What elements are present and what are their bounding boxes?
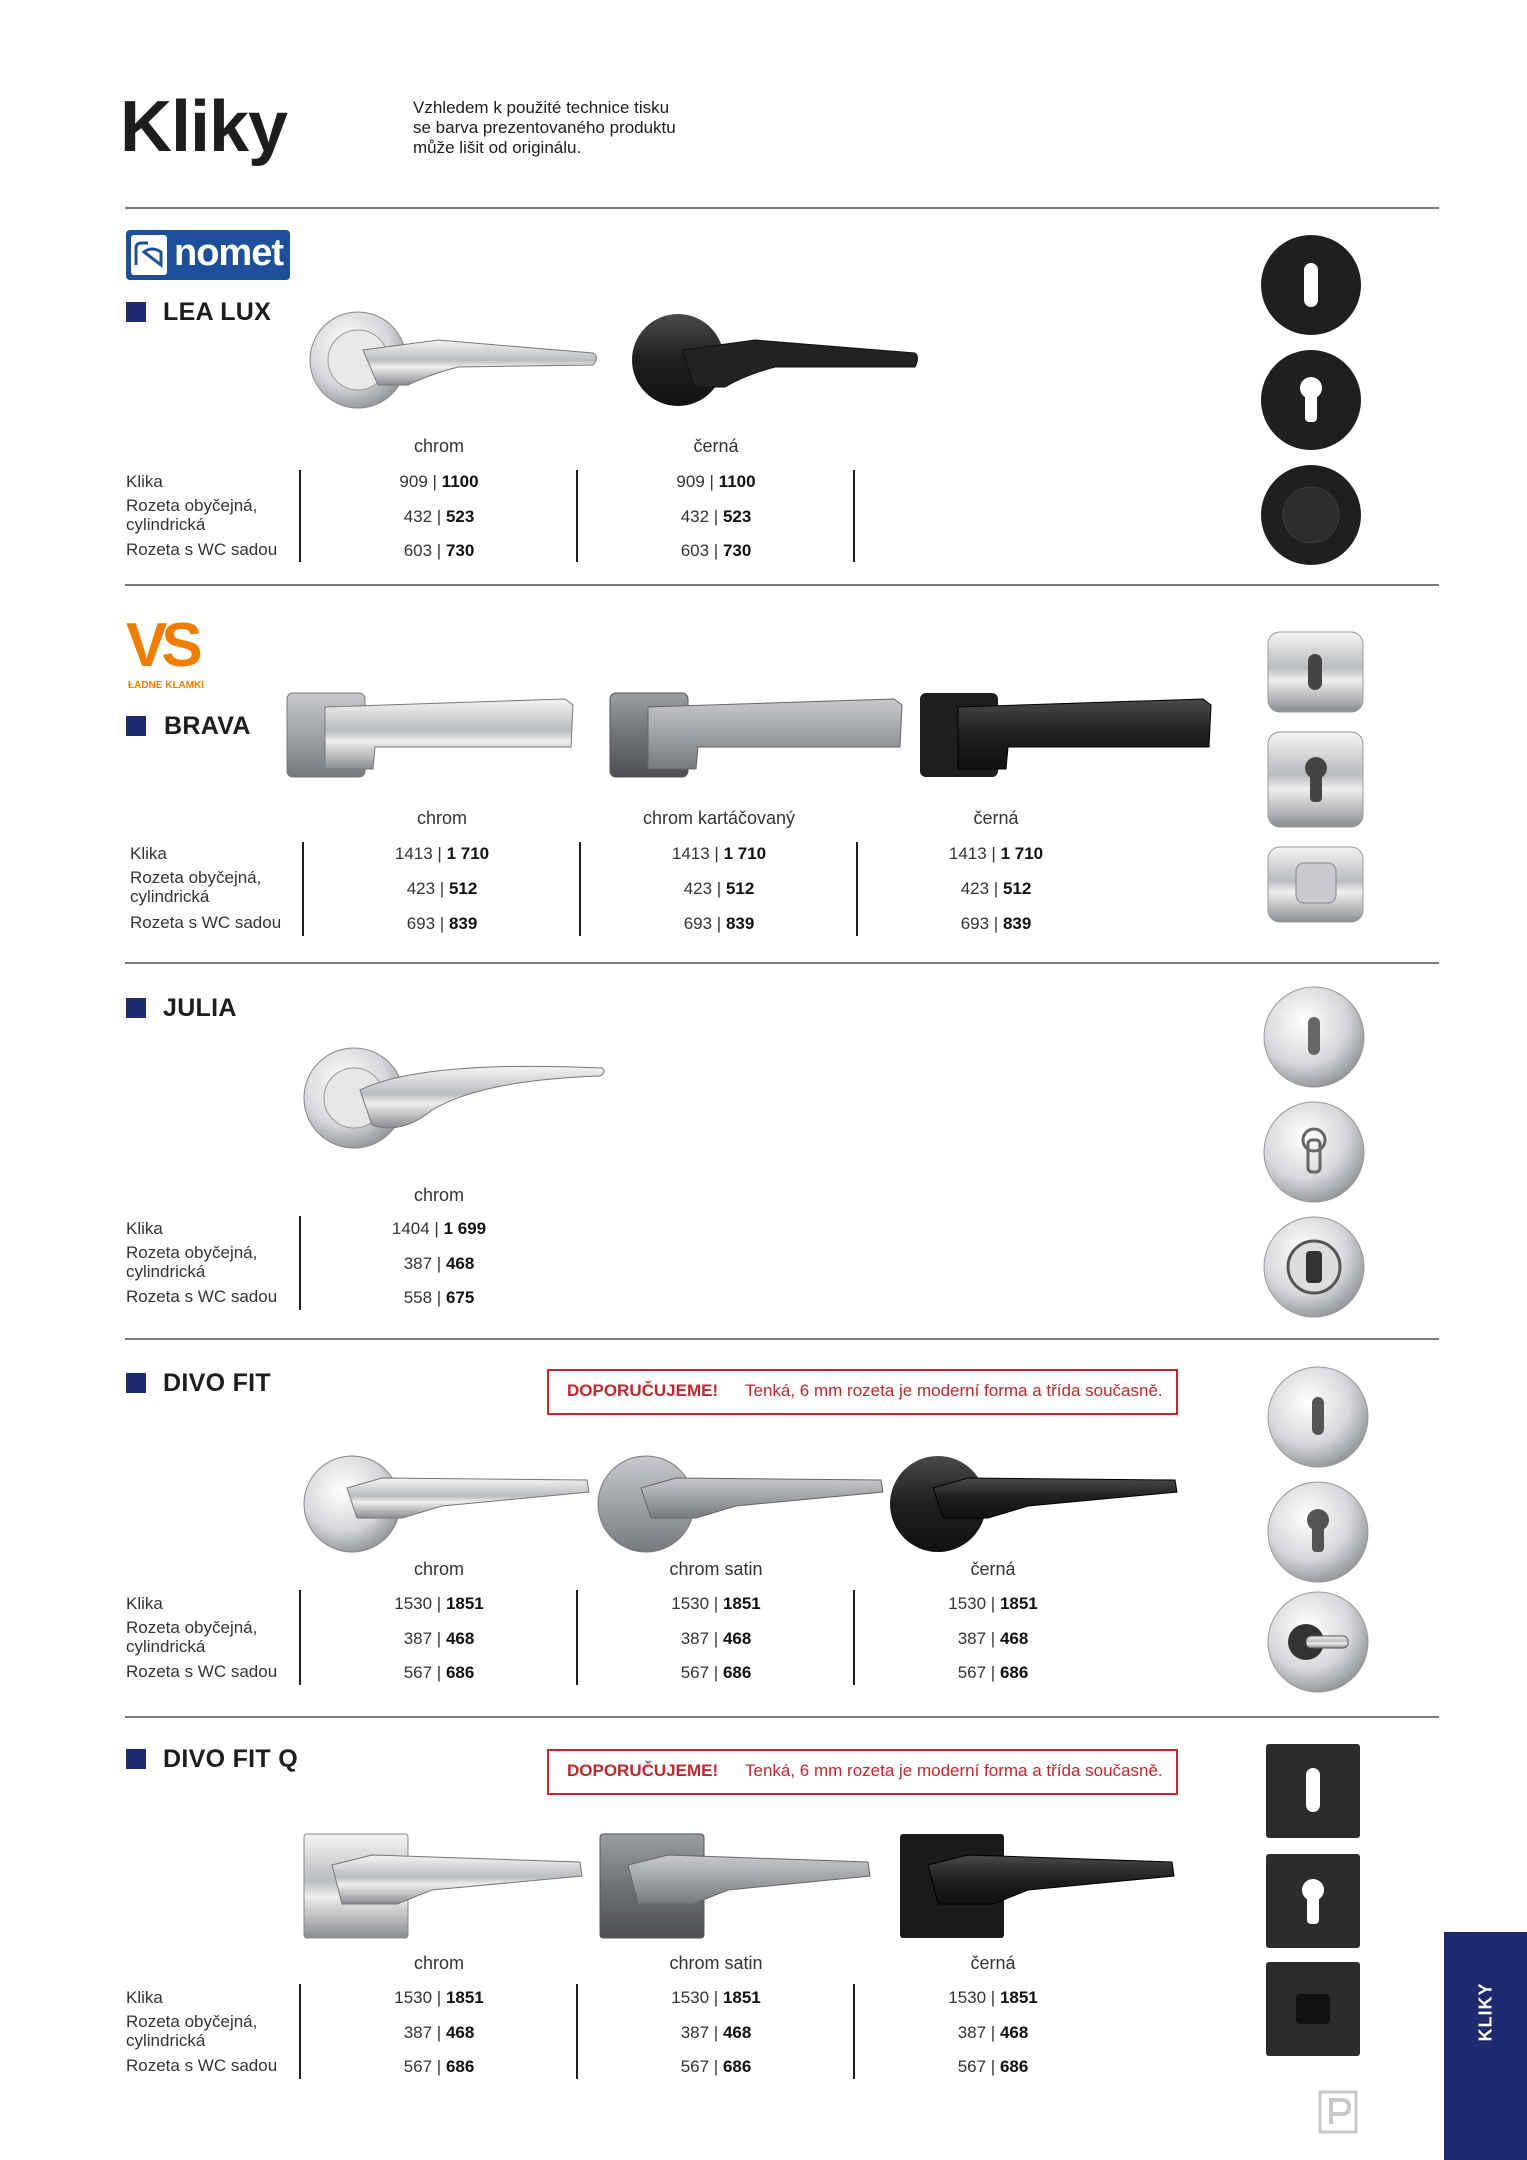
column-divider [299,470,301,562]
door-handle-icon [608,685,904,785]
notice-line: může lišit od originálu. [413,138,582,157]
divider [125,1716,1439,1718]
price-cell: 567 | 686 [680,2057,752,2076]
door-handle-icon [596,1448,886,1560]
section-title: BRAVA [164,712,251,740]
keyhole-rosette-icon [1266,630,1366,715]
cylinder-rosette-icon [1258,350,1364,450]
divider [125,584,1439,586]
row-label: Klika [130,844,167,863]
column-divider [579,842,581,936]
row-label: Rozeta obyčejná, [126,1243,258,1262]
cylinder-rosette-icon [1266,730,1366,830]
price-cell: 1530 | 1851 [394,1988,484,2007]
keyhole-rosette-icon [1258,235,1364,335]
price-cell: 1404 | 1 699 [391,1219,487,1238]
section-marker [126,1749,146,1769]
door-handle-icon [302,1830,584,1942]
price-cell: 1530 | 1851 [671,1594,761,1613]
price-cell: 423 | 512 [406,879,478,898]
door-handle-icon [308,305,608,415]
price-cell: 567 | 686 [403,2057,475,2076]
price-cell: 603 | 730 [403,541,475,560]
cylinder-rosette-icon [1264,1852,1362,1950]
variant-label: černá [970,1953,1016,1973]
variant-label: černá [970,1559,1016,1579]
price-cell: 603 | 730 [680,541,752,560]
price-cell: 1530 | 1851 [394,1594,484,1613]
divider [125,1338,1439,1340]
variant-label: chrom kartáčovaný [642,808,796,828]
column-divider [299,1984,301,2079]
variant-label: chrom [413,436,464,456]
nomet-logo-text: nomet [174,232,283,274]
row-label: cylindrická [130,887,210,906]
column-divider [853,1984,855,2079]
price-cell: 387 | 468 [957,1629,1029,1648]
door-handle-icon [630,305,920,415]
vs-logo [126,611,236,693]
door-handle-icon [888,1448,1180,1560]
row-label: Rozeta obyčejná, [126,2012,258,2031]
recommendation-label: DOPORUČUJEME! [567,1381,719,1400]
row-label: Rozeta s WC sadou [126,1287,278,1306]
variant-label: chrom satin [669,1559,763,1579]
cylinder-rosette-icon [1262,1100,1366,1204]
price-cell: 693 | 839 [960,914,1032,933]
chapter-tab [1444,1932,1527,2160]
price-cell: 693 | 839 [683,914,755,933]
page-title: Kliky [120,87,288,167]
section-marker [126,1373,146,1393]
keyhole-rosette-icon [1264,1742,1362,1840]
price-cell: 558 | 675 [403,1288,475,1307]
row-label: Rozeta s WC sadou [126,540,278,559]
section-marker [126,302,146,322]
column-divider [856,842,858,936]
price-cell: 1530 | 1851 [948,1988,1038,2007]
section-title: DIVO FIT Q [163,1745,298,1773]
price-cell: 387 | 468 [403,1254,475,1273]
recommendation-text: Tenká, 6 mm rozeta je moderní forma a třída současně. [745,1381,1163,1400]
price-cell: 1530 | 1851 [948,1594,1038,1613]
divider [125,207,1439,209]
page-number: 201 [1379,2090,1426,2121]
section-marker [126,716,146,736]
keyhole-rosette-icon [1262,985,1366,1089]
recommendation-banner [547,1369,1178,1415]
price-cell: 1413 | 1 710 [671,844,767,863]
recommendation-banner [547,1749,1178,1795]
column-divider [576,1984,578,2079]
section-title: LEA LUX [163,298,272,326]
row-label: Klika [126,1219,163,1238]
row-label: Rozeta obyčejná, [126,496,258,515]
p-logo-icon [1318,2090,1358,2134]
price-cell: 1413 | 1 710 [948,844,1044,863]
price-cell: 693 | 839 [406,914,478,933]
variant-label: chrom [416,808,467,828]
row-label: Rozeta obyčejná, [126,1618,258,1637]
row-label: Rozeta s WC sadou [126,2056,278,2075]
wc-rosette-icon [1266,845,1366,925]
variant-label: černá [973,808,1019,828]
nomet-logo [126,230,290,280]
price-cell: 432 | 523 [403,507,475,526]
chapter-tab-label: KLIKY [1475,1982,1496,2042]
vs-logo-subtitle: ŁADNE KLAMKI [128,680,205,691]
column-divider [576,1590,578,1685]
variant-label: chrom [413,1953,464,1973]
price-cell: 567 | 686 [957,1663,1029,1682]
wc-rosette-icon [1264,1960,1362,2058]
variant-label: chrom satin [669,1953,763,1973]
row-label: Klika [126,1594,163,1613]
door-handle-icon [302,1448,592,1560]
price-cell: 567 | 686 [957,2057,1029,2076]
row-label: cylindrická [126,2031,206,2050]
keyhole-rosette-icon [1266,1365,1370,1469]
price-cell: 423 | 512 [683,879,755,898]
price-cell: 387 | 468 [957,2023,1029,2042]
wc-rosette-icon [1266,1590,1370,1694]
row-label: Rozeta s WC sadou [126,1662,278,1681]
recommendation-label: DOPORUČUJEME! [567,1761,719,1780]
wc-rosette-icon [1258,465,1364,565]
price-cell: 567 | 686 [680,1663,752,1682]
row-label: cylindrická [126,1262,206,1281]
section-title: JULIA [163,994,237,1022]
price-cell: 567 | 686 [403,1663,475,1682]
price-cell: 387 | 468 [680,2023,752,2042]
door-handle-icon [898,1830,1176,1942]
row-label: Rozeta s WC sadou [130,913,282,932]
print-notice [413,98,733,158]
nomet-logo-icon [134,240,164,270]
column-divider [853,470,855,562]
row-label: cylindrická [126,515,206,534]
column-divider [302,842,304,936]
price-cell: 423 | 512 [960,879,1032,898]
column-divider [576,470,578,562]
column-divider [299,1216,301,1310]
door-handle-icon [302,1040,612,1160]
wc-rosette-icon [1262,1215,1366,1319]
cylinder-rosette-icon [1266,1480,1370,1584]
price-cell: 1530 | 1851 [671,1988,761,2007]
variant-label: černá [693,436,739,456]
door-handle-icon [918,685,1213,785]
row-label: Rozeta obyčejná, [130,868,262,887]
row-label: Klika [126,472,163,491]
price-cell: 387 | 468 [403,2023,475,2042]
divider [125,962,1439,964]
price-cell: 432 | 523 [680,507,752,526]
variant-label: chrom [413,1185,464,1205]
recommendation-text: Tenká, 6 mm rozeta je moderní forma a třída současně. [745,1761,1163,1780]
notice-line: Vzhledem k použité technice tisku [413,98,670,117]
price-cell: 387 | 468 [403,1629,475,1648]
column-divider [853,1590,855,1685]
section-marker [126,998,146,1018]
notice-line: se barva prezentovaného produktu [413,118,676,137]
row-label: Klika [126,1988,163,2007]
section-title: DIVO FIT [163,1369,271,1397]
vs-logo-text: VS [126,611,197,680]
price-cell: 1413 | 1 710 [394,844,490,863]
door-handle-icon [285,685,575,785]
price-cell: 387 | 468 [680,1629,752,1648]
price-cell: 909 | 1100 [676,472,756,491]
door-handle-icon [598,1830,872,1942]
price-cell: 909 | 1100 [399,472,479,491]
column-divider [299,1590,301,1685]
row-label: cylindrická [126,1637,206,1656]
variant-label: chrom [413,1559,464,1579]
